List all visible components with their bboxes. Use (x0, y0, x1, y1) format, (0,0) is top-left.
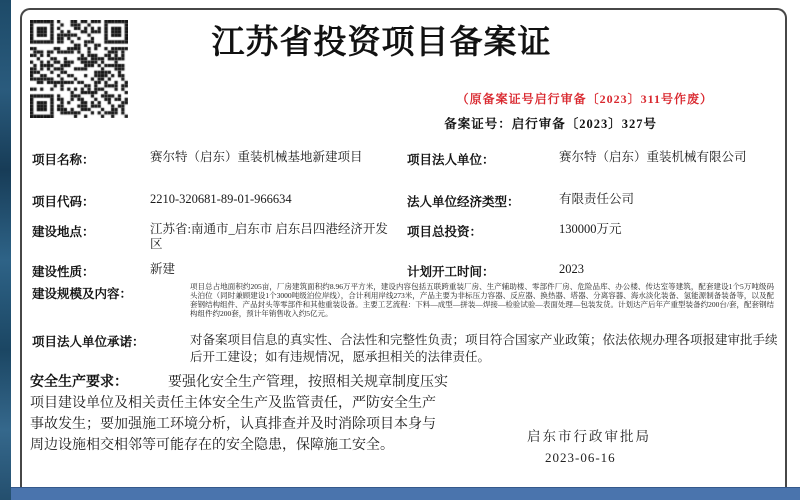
field-value-legal-entity: 赛尔特（启东）重装机械有限公司 (559, 150, 747, 164)
commitment-text: 对备案项目信息的真实性、合法性和完整性负责；项目符合国家产业政策；依法依规办理各项报建审批手续后开工建设；如有违规情况，愿承担相关的法律责任。 (190, 333, 778, 364)
field-label-construction-nature: 建设性质： (32, 265, 95, 279)
scale-label: 建设规模及内容： (32, 287, 133, 301)
field-label-location: 建设地点： (32, 225, 95, 239)
safety-label: 安全生产要求： (30, 375, 128, 390)
field-label-total-investment: 项目总投资： (407, 225, 483, 239)
certificate-title: 江苏省投资项目备案证 (211, 25, 552, 61)
scale-text: 项目总占地面积约205亩，厂房建筑面积约8.96万平方米，建设内容包括五联跨重装厂房、生产辅助楼、零部件厂房、危险品库、办公楼、传达室等建筑，配套建设1个5万吨级码头泊位（同时兼顾建设1个3000吨级泊位岸线），合计利用岸线273米，产品主要为非标压力容器、反应器、换热器、塔器、分离容器、海水淡化装备、氢能源制备装备等，以及配套钢结构组件、产品封头等零部件和其他重装设备。主要工艺流程：下料—成型—拼装—焊接—检验试验—表面处理—包装发货。计划达产后年产重型装备约200台/套，配套钢结构组件约200套，预计年销售收入约5亿元。 (190, 282, 774, 318)
commitment-label: 项目法人单位承诺： (32, 335, 145, 349)
field-label-planned-start: 计划开工时间： (407, 265, 495, 279)
section-safety (30, 372, 448, 456)
issue-date: 2023-06-16 (545, 450, 616, 465)
void-notice: （原备案证号启行审备〔2023〕311号作废） (456, 92, 713, 106)
fields-grid (32, 148, 775, 286)
field-label-legal-entity: 项目法人单位： (407, 153, 495, 167)
issuing-authority: 启东市行政审批局 (527, 429, 651, 444)
field-value-location: 江苏省:南通市_启东市 启东吕四港经济开发区 (150, 222, 388, 251)
field-value-project-name: 赛尔特（启东）重装机械基地新建项目 (150, 150, 363, 164)
field-value-total-investment: 130000万元 (559, 222, 622, 236)
field-label-project-code: 项目代码： (32, 195, 95, 209)
field-label-project-name: 项目名称： (32, 153, 95, 167)
certificate-number: 备案证号：启行审备〔2023〕327号 (444, 117, 657, 131)
field-value-project-code: 2210-320681-89-01-966634 (150, 192, 292, 206)
field-value-construction-nature: 新建 (150, 262, 176, 276)
certificate-page (20, 8, 787, 487)
field-label-economic-type: 法人单位经济类型： (407, 195, 520, 209)
field-value-economic-type: 有限责任公司 (559, 192, 635, 206)
field-value-planned-start: 2023 (559, 262, 584, 276)
taskbar-edge-strip (11, 487, 800, 500)
safety-text: 要强化安全生产管理，按照相关规章制度压实项目建设单位及相关责任主体安全生产及监管责任，严防安全生产事故发生；要加强施工环境分析，认真排查并及时消除项目本身与周边设施相交相邻等可能存在的安全隐患，保障施工安全。 (30, 375, 448, 453)
desktop-edge-strip (0, 0, 11, 500)
